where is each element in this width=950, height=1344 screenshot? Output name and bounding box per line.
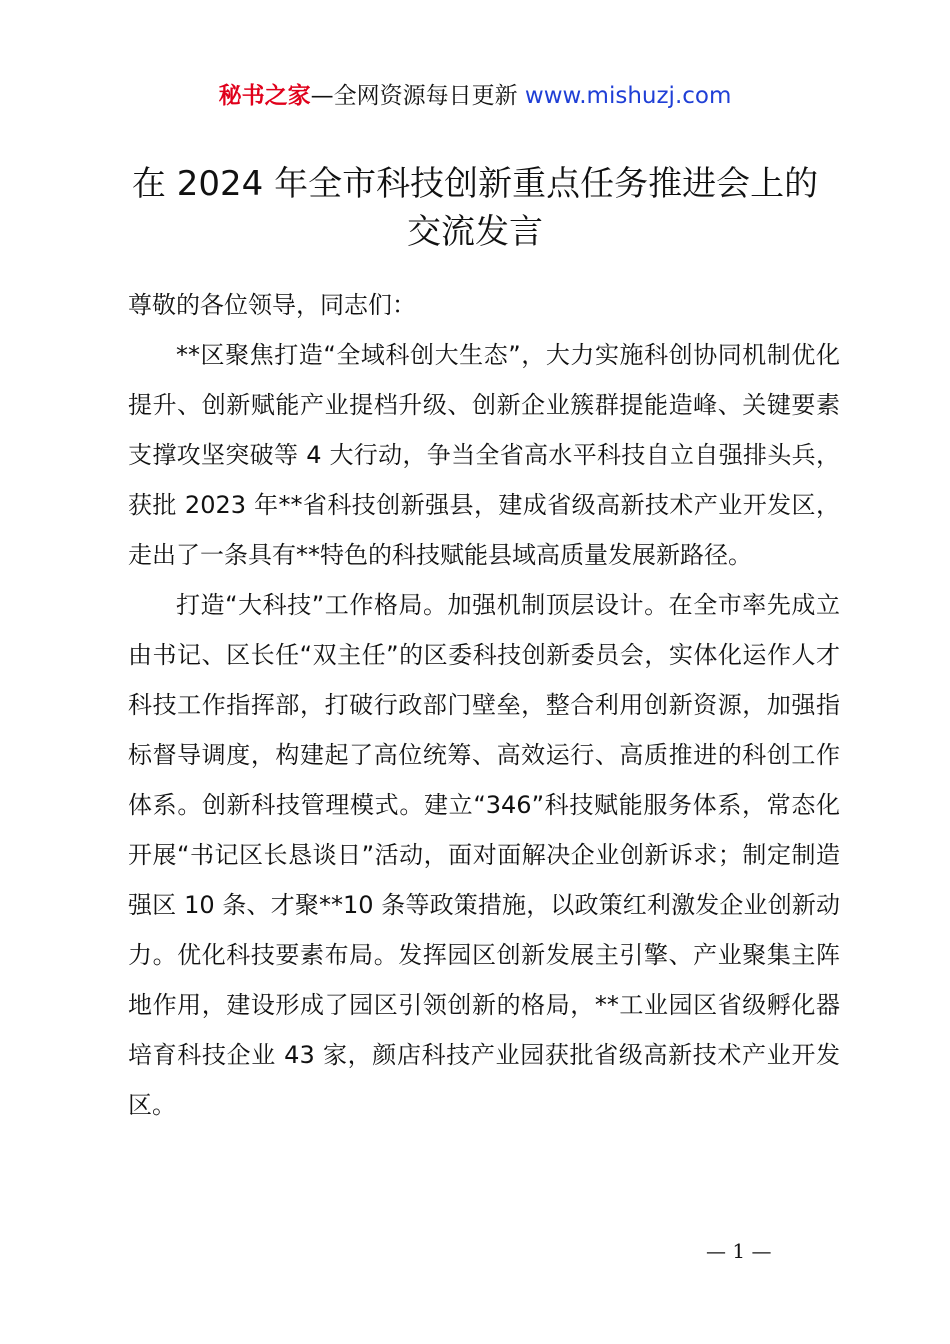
- banner-tagline: —全网资源每日更新: [310, 83, 518, 109]
- page-number: — 1 —: [706, 1239, 772, 1263]
- site-banner: [0, 80, 950, 112]
- brand-name: 秘书之家: [218, 83, 311, 109]
- paragraph-2: 打造“大科技”工作格局。加强机制顶层设计。在全市率先成立由书记、区长任“双主任”的区委科技创新委员会，实体化运作人才科技工作指挥部，打破行政部门壁垒，整合利用创新资源，加强指标督导调度，构建起了高位统筹、高效运行、高质推进的科创工作体系。创新科技管理模式。建立“346”科技赋能服务体系，常态化开展“书记区长恳谈日”活动，面对面解决企业创新诉求；制定制造强区 10 条、才聚**10 条等政策措施，以政策红利激发企业创新动力。优化科技要素布局。发挥园区创新发展主引擎、产业聚集主阵地作用，建设形成了园区引领创新的格局，**工业园区省级孵化器培育科技企业 43 家，颜店科技产业园获批省级高新技术产业开发区。: [128, 591, 840, 1119]
- salutation: 尊敬的各位领导，同志们：: [128, 291, 416, 319]
- title-line-2: 交流发言: [407, 212, 543, 252]
- document-body: [128, 280, 840, 1130]
- paragraph-1: **区聚焦打造“全域科创大生态”，大力实施科创协同机制优化提升、创新赋能产业提档升级、创新企业簇群提能造峰、关键要素支撑攻坚突破等 4 大行动，争当全省高水平科技自立自强排头兵，获批 2023 年**省科技创新强县，建成省级高新技术产业开发区，走出了一条具有**特色的科技赋能县域高质量发展新路径。: [128, 341, 840, 569]
- document-title: [60, 160, 890, 256]
- title-line-1: 在 2024 年全市科技创新重点任务推进会上的: [131, 164, 819, 204]
- site-url[interactable]: www.mishuzj.com: [524, 83, 732, 109]
